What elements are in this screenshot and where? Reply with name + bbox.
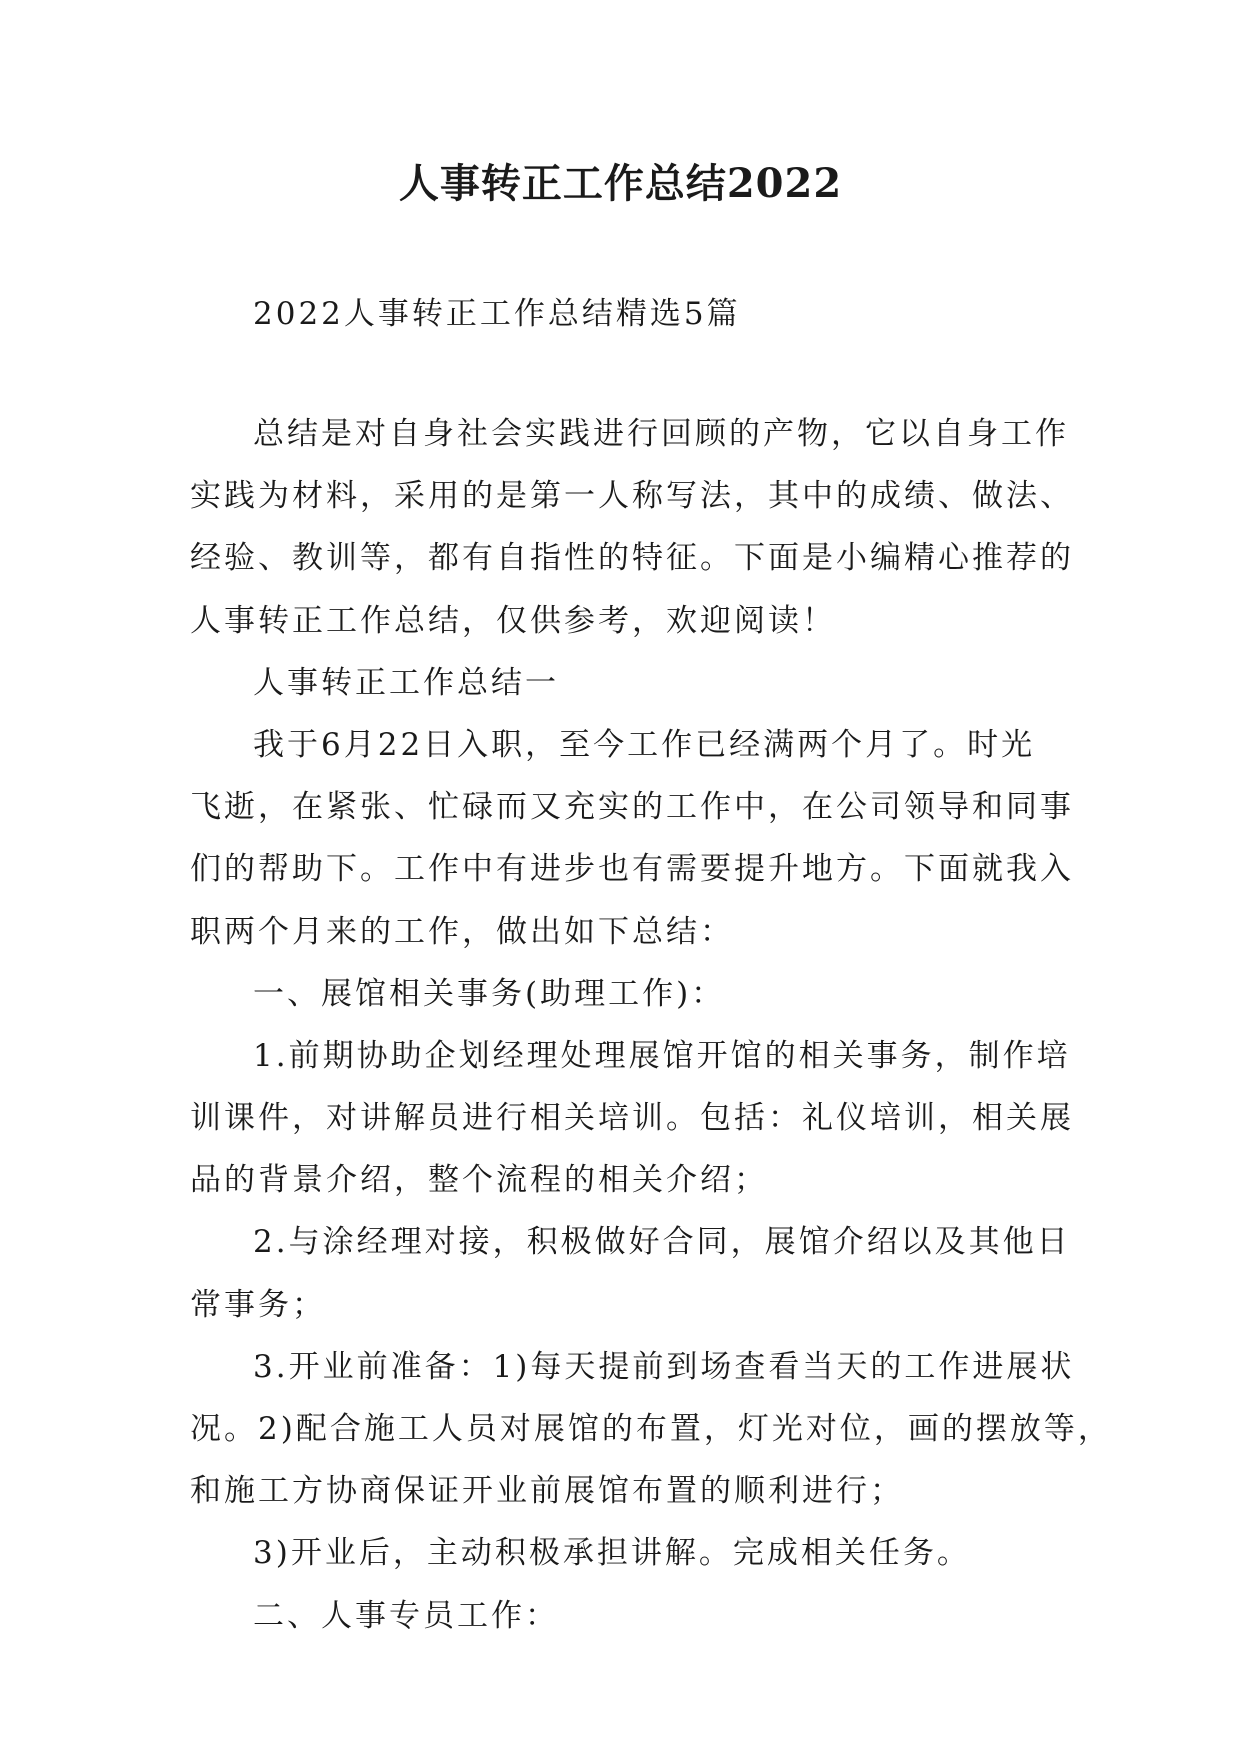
- body-line: 职两个月来的工作，做出如下总结：: [190, 913, 734, 950]
- body-line: 们的帮助下。工作中有进步也有需要提升地方。下面就我入: [190, 851, 1074, 888]
- body-line: 和施工方协商保证开业前展馆布置的顺利进行；: [190, 1473, 904, 1510]
- body-line: 2.与涂经理对接，积极做好合同，展馆介绍以及其他日: [253, 1224, 1071, 1261]
- body-line: 二、人事专员工作：: [253, 1597, 559, 1634]
- body-line: 经验、教训等，都有自指性的特征。下面是小编精心推荐的: [190, 540, 1074, 577]
- body-line: 3.开业前准备：1)每天提前到场查看当天的工作进展状: [253, 1348, 1075, 1385]
- body-line: 常事务；: [190, 1286, 326, 1323]
- body-line: 品的背景介绍，整个流程的相关介绍；: [190, 1162, 768, 1199]
- document-subtitle: 2022人事转正工作总结精选5篇: [253, 296, 741, 332]
- body-line: 实践为材料，采用的是第一人称写法，其中的成绩、做法、: [190, 478, 1074, 515]
- body-line: 飞逝，在紧张、忙碌而又充实的工作中，在公司领导和同事: [190, 789, 1074, 826]
- document-title: 人事转正工作总结2022: [398, 160, 843, 207]
- body-line: 况。2)配合施工人员对展馆的布置，灯光对位，画的摆放等，: [190, 1411, 1112, 1447]
- body-line: 总结是对自身社会实践进行回顾的产物，它以自身工作: [253, 416, 1069, 452]
- body-line: 训课件，对讲解员进行相关培训。包括：礼仪培训，相关展: [190, 1100, 1074, 1137]
- body-line: 人事转正工作总结，仅供参考，欢迎阅读！: [190, 602, 836, 639]
- document-body: [190, 403, 1112, 1647]
- body-line: 我于6月22日入职，至今工作已经满两个月了。时光: [253, 726, 1036, 763]
- body-line: 3)开业后，主动积极承担讲解。完成相关任务。: [253, 1535, 971, 1572]
- body-line: 一、展馆相关事务(助理工作)：: [253, 975, 726, 1012]
- body-line: 人事转正工作总结一: [253, 664, 559, 701]
- body-line: 1.前期协助企划经理处理展馆开馆的相关事务，制作培: [253, 1037, 1071, 1074]
